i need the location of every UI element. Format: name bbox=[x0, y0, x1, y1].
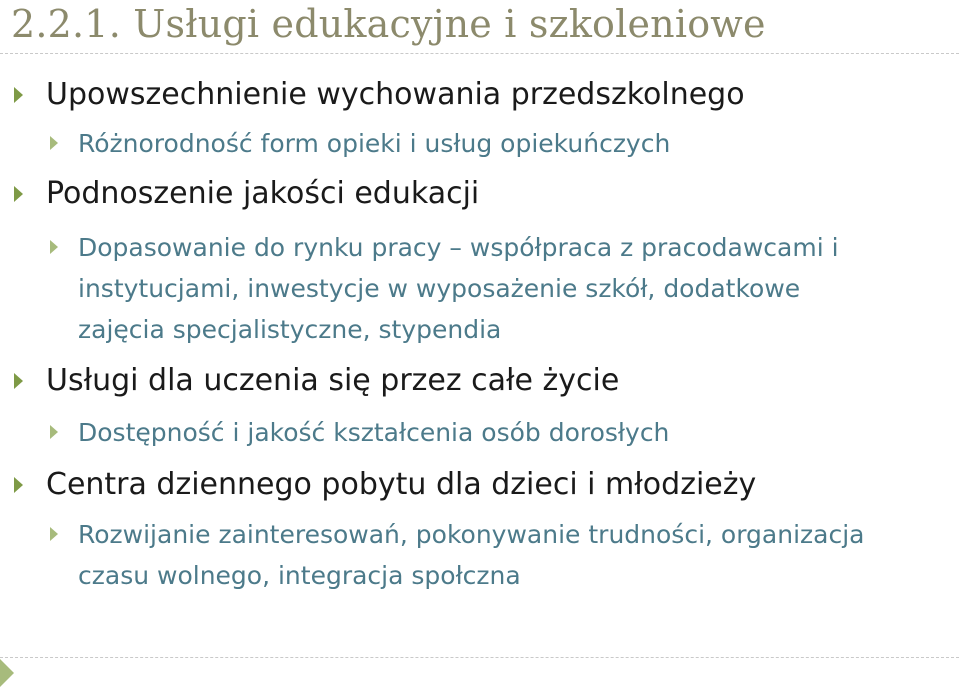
bullet-text: Podnoszenie jakości edukacji bbox=[46, 176, 480, 211]
triangle-right-icon bbox=[14, 373, 23, 389]
sub-bullet-line: czasu wolnego, integracja społczna bbox=[78, 561, 521, 590]
footer-divider bbox=[0, 657, 959, 658]
triangle-right-icon bbox=[14, 477, 23, 493]
sub-bullet-line: Dopasowanie do rynku pracy – współpraca z pracodawcami i bbox=[78, 233, 839, 262]
triangle-right-icon bbox=[50, 527, 58, 541]
triangle-right-icon bbox=[50, 425, 58, 439]
triangle-right-icon bbox=[14, 87, 23, 103]
bullet-text: Usługi dla uczenia się przez całe życie bbox=[46, 363, 620, 398]
title-divider bbox=[0, 53, 959, 54]
triangle-right-icon bbox=[50, 240, 58, 254]
sub-bullet-line: instytucjami, inwestycje w wyposażenie szkół, dodatkowe bbox=[78, 274, 801, 303]
sub-bullet-line: Rozwijanie zainteresowań, pokonywanie trudności, organizacja bbox=[78, 520, 865, 549]
triangle-right-icon bbox=[14, 186, 23, 202]
triangle-right-icon bbox=[0, 659, 14, 687]
slide-title: 2.2.1. Usługi edukacyjne i szkoleniowe bbox=[11, 2, 766, 46]
sub-bullet-line: Różnorodność form opieki i usług opiekuńczych bbox=[78, 129, 671, 158]
bullet-text: Upowszechnienie wychowania przedszkolnego bbox=[46, 77, 745, 112]
bullet-text: Centra dziennego pobytu dla dzieci i młodzieży bbox=[46, 467, 757, 502]
sub-bullet-line: zajęcia specjalistyczne, stypendia bbox=[78, 315, 502, 344]
triangle-right-icon bbox=[50, 136, 58, 150]
sub-bullet-line: Dostępność i jakość kształcenia osób dorosłych bbox=[78, 418, 670, 447]
